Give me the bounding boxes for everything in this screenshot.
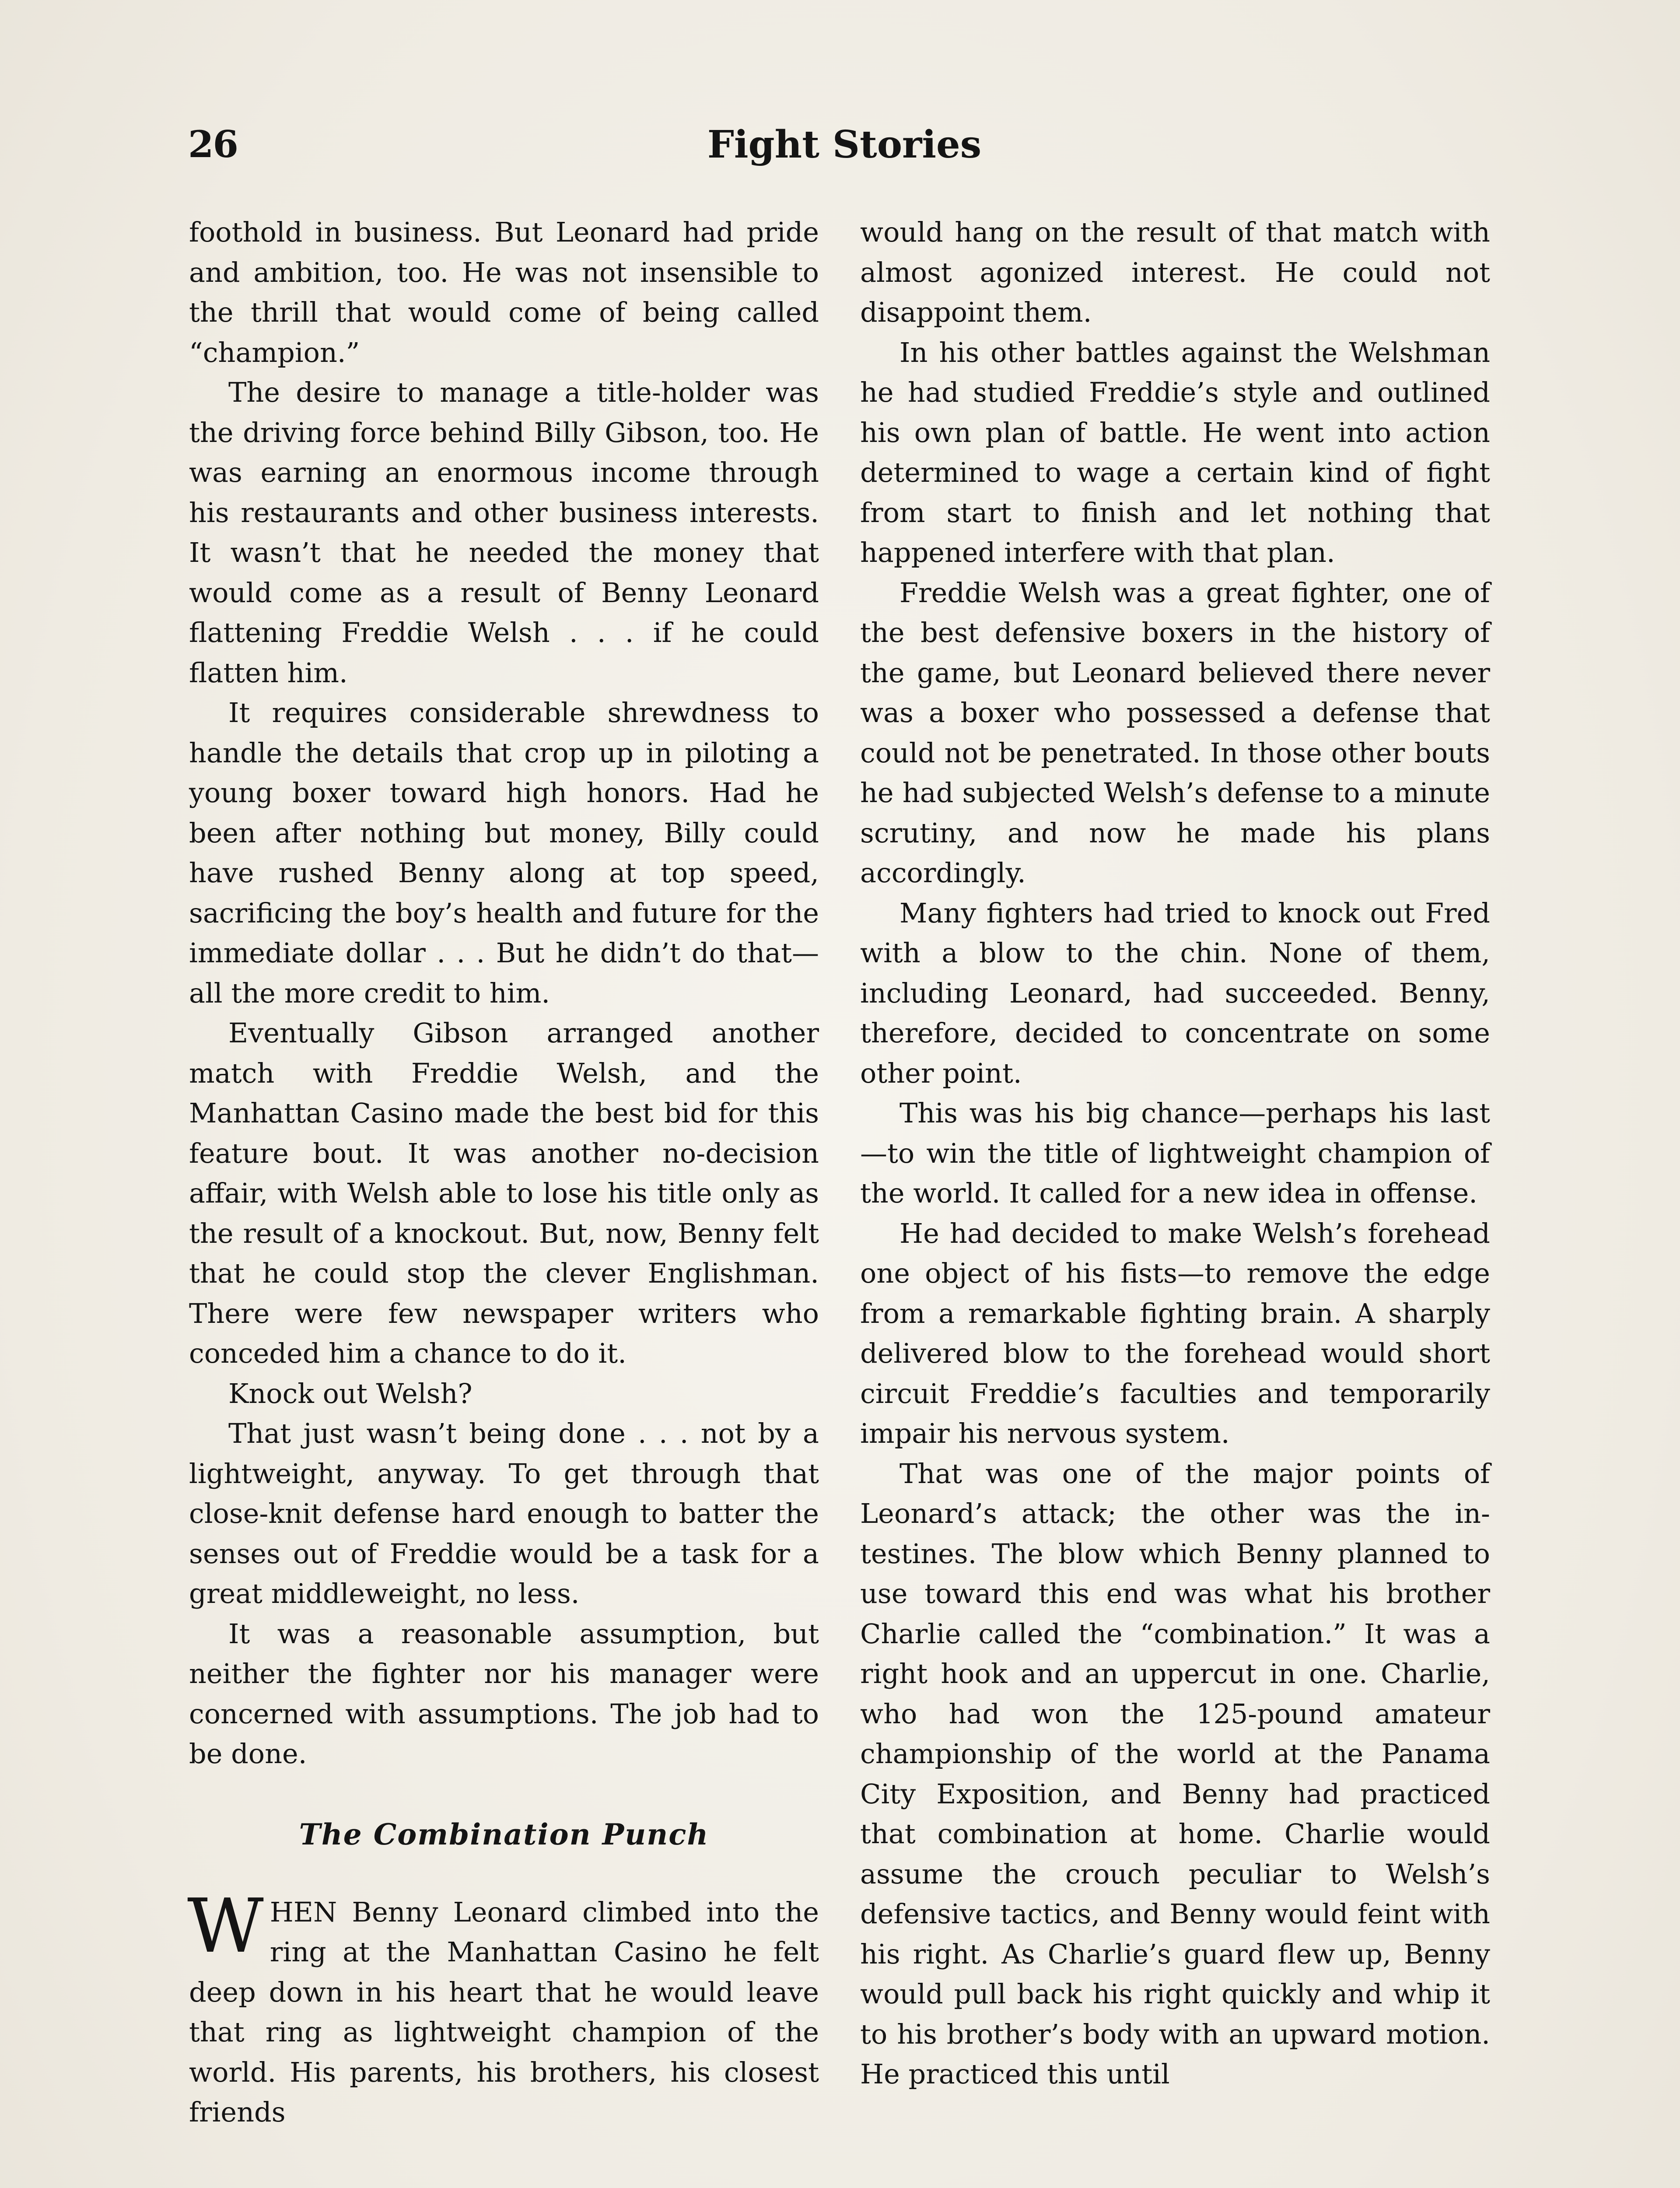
paragraph: Many fighters had tried to knock out Fred with a blow to the chin. None of them, including Leonard, had succeeded. Benny, therefore, decided to concentrate on some other point.	[860, 897, 1490, 1089]
paragraph: Knock out Welsh?	[228, 1377, 472, 1410]
paragraph: The desire to manage a title-holder was the driving force behind Billy Gibson, too. He was earning an enormous income through his restaurants and other business interests. It wasn’t that he needed the money that would come as a result of Benny Leonard flattening Freddie Welsh . . . if he could flatten him.	[189, 376, 819, 689]
right-column	[860, 212, 1490, 2094]
paragraph: It requires considerable shrewdness to handle the details that crop up in piloting a young boxer toward high honors. Had he been after nothing but money, Billy could have rushed Benny along at top speed, sacrificing the boy’s health and future for the immediate dollar . . . But he didn’t do that—all the more credit to him.	[189, 697, 819, 1009]
dropcap-paragraph	[187, 1883, 819, 2132]
paragraph: would hang on the result of that match with almost agonized interest. He could not disappoint them.	[860, 216, 1490, 328]
paragraph: Eventually Gibson arranged another match with Freddie Welsh, and the Manhattan Casino made the best bid for this feature bout. It was another no-decision affair, with Welsh able to lose his title only as the result of a knockout. But, now, Benny felt that he could stop the clever Englishman. There were few newspaper writers who conceded him a chance to do it.	[189, 1017, 819, 1369]
drop-cap: W	[187, 1883, 264, 1970]
paragraph: He had decided to make Welsh’s forehead one object of his fists—to remove the edge from a remarkable fighting brain. A sharply delivered blow to the forehead would short circuit Freddie’s faculties and temporarily impair his nervous system.	[860, 1217, 1490, 1449]
paragraph: foothold in business. But Leonard had pride and ambition, too. He was not insensible to the thrill that would come of being called “champion.”	[189, 216, 819, 368]
left-column	[189, 212, 819, 2132]
running-title: Fight Stories	[707, 123, 982, 167]
page-header	[188, 118, 1501, 179]
page-number: 26	[188, 123, 238, 166]
section-subheading: The Combination Punch	[299, 1817, 709, 1851]
paragraph: It was a reasonable assumption, but neither the fighter nor his manager were concerned with assumptions. The job had to be done.	[189, 1617, 819, 1770]
paragraph: This was his big chance—perhaps his last—to win the title of lightweight champion of the world. It called for a new idea in offense.	[860, 1097, 1490, 1209]
paragraph: That was one of the major points of Leonard’s attack; the other was the intestines. The blow which Benny planned to use toward this end was what his brother Charlie called the “combination.” It was a right hook and an uppercut in one. Charlie, who had won the 125-pound amateur championship of the world at the Panama City Exposition, and Benny had practiced that combination at home. Charlie would assume the crouch peculiar to Welsh’s defensive tactics, and Benny would feint with his right. As Charlie’s guard flew up, Benny would pull back his right quickly and whip it to his brother’s body with an upward motion. He practiced this until	[860, 1457, 1490, 2090]
dropcap-paragraph-text: HEN Benny Leonard climbed into the ring at the Manhattan Casino he felt deep down in his heart that he would leave that ring as lightweight champion of the world. His parents, his brothers, his closest friends	[189, 1896, 819, 2128]
paragraph: Freddie Welsh was a great fighter, one of the best defensive boxers in the history of the game, but Leonard believed there never was a boxer who possessed a defense that could not be penetrated. In those other bouts he had subjected Welsh’s defense to a minute scrutiny, and now he made his plans accordingly.	[860, 576, 1490, 889]
paragraph: That just wasn’t being done . . . not by a lightweight, anyway. To get through that close-knit defense hard enough to batter the senses out of Freddie would be a task for a great middleweight, no less.	[189, 1417, 819, 1609]
paragraph: In his other battles against the Welshman he had studied Freddie’s style and outlined his own plan of battle. He went into action determined to wage a certain kind of fight from start to finish and let nothing that happened interfere with that plan.	[860, 336, 1490, 568]
